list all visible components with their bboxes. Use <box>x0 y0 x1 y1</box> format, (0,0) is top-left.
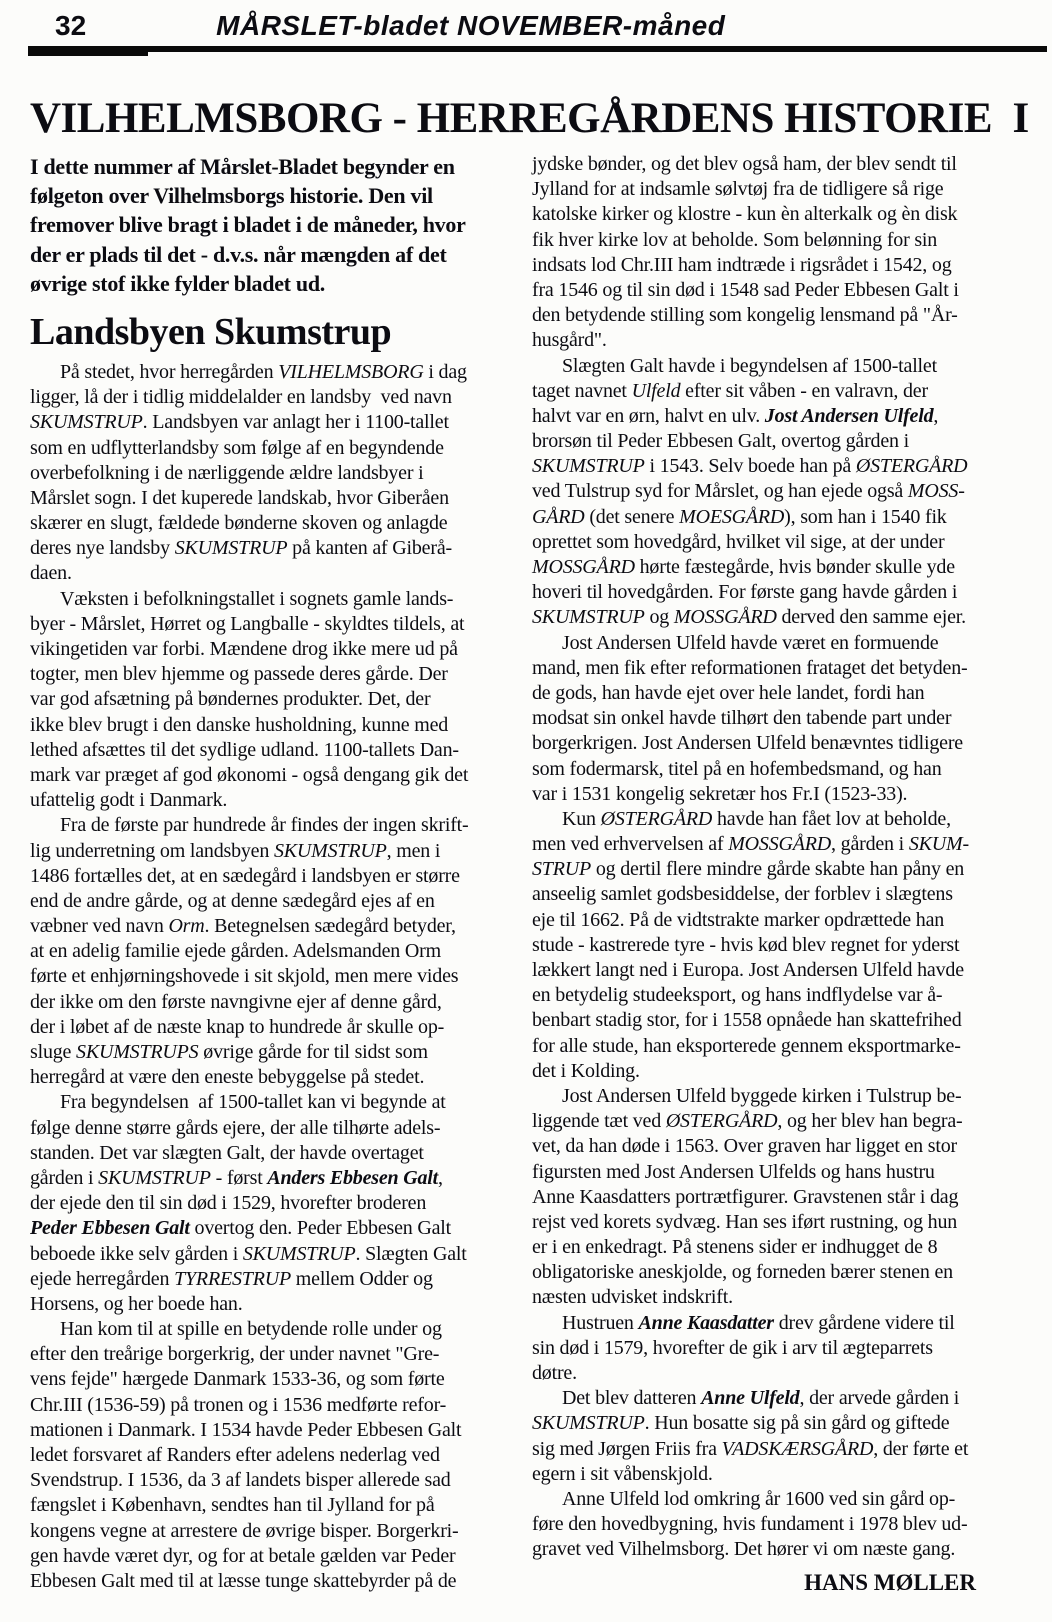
text-line: Han kom til at spille en betydende rolle under og <box>60 1318 442 1341</box>
text-line: de gods, han havde ejet over hele landet, fordi han <box>532 681 925 704</box>
italic-run: SKUMSTRUP <box>532 606 645 629</box>
text-line: Svendstrup. I 1536, da 3 af landets bisper allerede sad <box>30 1469 451 1492</box>
text-line: daen. <box>30 562 72 585</box>
italic-run: VADSKÆRSGÅRD <box>721 1437 874 1460</box>
text-line: eje til 1662. På de vidtstrakte marker opdrættede han <box>532 908 945 931</box>
text-line: end de andre gårde, og at denne sædegård ejes af en <box>30 889 435 912</box>
text-line: indsats lod Chr.III ham indtræde i rigsrådet i 1542, og <box>532 253 952 276</box>
text-line: som en udflytterlandsby som følge af en begyndende <box>30 436 444 459</box>
text-line: Fra de første par hundrede år findes der ingen skrift- <box>60 814 469 837</box>
italic-run: SKUMSTRUP <box>532 455 645 478</box>
text-line: Ebbesen Galt med til at læsse tunge skattebyrder på de <box>30 1569 457 1592</box>
text-line: mand, men fik efter reformationen frataget det betyden- <box>532 656 968 679</box>
text-line: fremover blive bragt i bladet i de måneder, hvor <box>30 212 466 238</box>
text-line: ufattelig godt i Danmark. <box>30 789 228 812</box>
bold-italic-run: Peder Ebbesen Galt <box>30 1217 190 1240</box>
text-line: Fra begyndelsen af 1500-tallet kan vi begynde at <box>60 1091 446 1114</box>
paragraph <box>30 813 506 1090</box>
left-column <box>30 152 506 1597</box>
text-line: stude - kastrerede tyre - hvis kød blev regnet for yderst <box>532 933 960 956</box>
italic-run: ØSTERGÅRD <box>855 455 968 478</box>
text-line: SKUMSTRUP. Landsbyen var anlagt her i 1100-tallet <box>30 411 449 434</box>
italic-run: STRUP <box>532 858 592 881</box>
text-line: det i Kolding. <box>532 1059 640 1082</box>
text-line: vikingetiden var forbi. Mændene drog ikke mere ud på <box>30 638 458 660</box>
text-line: liggende tæt ved ØSTERGÅRD, og her blev han begra- <box>532 1110 963 1133</box>
text-line: var i 1531 kongelig sekretær hos Fr.I (1523-33). <box>532 782 908 805</box>
text-line: vet, da han døde i 1563. Over graven har ligget en stor <box>532 1135 957 1158</box>
text-line: beboede ikke selv gården i SKUMSTRUP. Slægten Galt <box>30 1242 467 1265</box>
text-line: efter den treårige borgerkrig, der under navnet "Gre- <box>30 1343 440 1366</box>
text-line: følge denne større gårds ejere, der alle tilhørte adels- <box>30 1116 441 1139</box>
text-line: som fodermarsk, titel på en hofembedsmand, og han <box>532 757 942 780</box>
italic-run: SKUMSTRUP <box>273 839 387 862</box>
italic-run: SKUMSTRUP <box>30 411 143 434</box>
text-line: borgerkrigen. Jost Andersen Ulfeld benævntes tidligere <box>532 732 963 755</box>
text-line: vens fejde" hærgede Danmark 1533-36, og som førte <box>30 1368 445 1391</box>
text-line: gravet ved Vilhelmsborg. Det hører vi om næste gang. <box>532 1538 956 1561</box>
text-line: figursten med Jost Andersen Ulfelds og hans hustru <box>532 1160 935 1183</box>
text-line: SKUMSTRUP i 1543. Selv boede han på ØSTERGÅRD <box>532 455 968 478</box>
text-line: herregård at være den eneste bebyggelse på stedet. <box>30 1066 425 1089</box>
italic-run: Orm <box>168 915 205 938</box>
text-line: væbner ved navn Orm. Betegnelsen sædegård betyder, <box>30 915 456 938</box>
text-line: STRUP og dertil flere mindre gårde skabte han påny en <box>532 858 965 881</box>
text-line: føre den hovedbygning, hvis fundament i 1978 blev ud- <box>532 1513 968 1536</box>
text-line: gården i SKUMSTRUP - først Anders Ebbesen Galt, <box>30 1166 443 1189</box>
masthead <box>0 0 1052 42</box>
text-line: lækkert langt ned i Europa. Jost Andersen Ulfeld havde <box>532 959 964 981</box>
text-line: døtre. <box>532 1362 577 1384</box>
article-title: VILHELMSBORG - HERREGÅRDENS HISTORIE I <box>30 95 1029 142</box>
italic-run: ØSTERGÅRD <box>665 1110 778 1133</box>
italic-run: SKUM- <box>908 833 969 856</box>
text-line: en betydelig studeeksport, og hans indflydelse var å- <box>532 984 943 1007</box>
text-line: fængslet i København, sendtes han til Jylland for på <box>30 1494 435 1517</box>
text-line: sig med Jørgen Friis fra VADSKÆRSGÅRD, der førte et <box>532 1437 969 1460</box>
text-line: Jost Andersen Ulfeld byggede kirken i Tulstrup be- <box>562 1084 962 1107</box>
text-line: fra 1546 og til sin død i 1548 sad Peder Ebbesen Galt i <box>532 278 959 301</box>
italic-run: GÅRD <box>532 505 585 528</box>
text-line: øvrige stof ikke fylder bladet ud. <box>30 270 325 296</box>
text-line: halvt var en ørn, halvt en ulv. Jost Andersen Ulfeld, <box>532 404 939 427</box>
text-line: der er plads til det - d.v.s. når mængden af det <box>30 241 447 267</box>
text-line: Det blev datteren Anne Ulfeld, der arvede gården i <box>562 1387 960 1410</box>
text-line: SKUMSTRUP. Hun bosatte sig på sin gård og giftede <box>532 1412 950 1435</box>
section-heading: Landsbyen Skumstrup <box>30 310 392 353</box>
text-line: mark var præget af god økonomi - også dengang gik det <box>30 763 469 786</box>
text-line: men ved erhvervelsen af MOSSGÅRD, gården i SKUM- <box>532 833 969 856</box>
text-line: rejst ved korets sydvæg. Han ses iført rustning, og hun <box>532 1210 958 1233</box>
italic-run: SKUMSTRUP <box>174 537 288 560</box>
text-line: Jylland for at indsamle sølvtøj fra de tidligere så rige <box>532 178 944 201</box>
header-rule <box>28 46 1047 52</box>
italic-run: SKUMSTRUP <box>98 1166 211 1189</box>
text-line: deres nye landsby SKUMSTRUP på kanten af Giberå- <box>30 537 452 560</box>
text-line: gen havde været dyr, og for at betale gælden var Peder <box>30 1544 456 1567</box>
text-line: Anne Ulfeld lod omkring år 1600 ved sin gård op- <box>562 1487 956 1510</box>
text-line: oprettet som hovedgård, hvilket vil sige, at der under <box>532 530 945 553</box>
text-line: Anne Kaasdatters portrætfigurer. Gravstenen står i dag <box>532 1185 959 1208</box>
text-line: der ejede den til sin død i 1529, hvorefter broderen <box>30 1192 427 1215</box>
text-line: fik hver kirke lov at beholde. Som belønning for sin <box>532 228 938 251</box>
text-line: lig underretning om landsbyen SKUMSTRUP, men i <box>30 839 441 862</box>
text-line: var god afsætning på bøndernes produkter. Det, der <box>30 688 431 711</box>
text-line: er i en enkedragt. På stenens sider er indhugget de 8 <box>532 1236 938 1259</box>
text-line: førte et enhjørningshovede i sit skjold, men mere vides <box>30 965 459 988</box>
text-line: I dette nummer af Mårslet-Bladet begynder en <box>30 154 455 179</box>
text-line: byer - Mårslet, Hørret og Langballe - skyldtes tildels, at <box>30 612 465 635</box>
text-line: ejede herregården TYRRESTRUP mellem Odder og <box>30 1267 433 1290</box>
text-line: hoveri til hovedgården. For første gang havde gården i <box>532 581 958 604</box>
italic-run: SKUMSTRUP <box>532 1412 645 1435</box>
italic-run: MOSSGÅRD <box>532 556 635 578</box>
bold-italic-run: Anders Ebbesen Galt <box>267 1166 439 1189</box>
text-line: den betydende stilling som kongelig lensmand på "År- <box>532 304 958 327</box>
bold-italic-run: Anne Ulfeld <box>701 1387 800 1410</box>
paragraph <box>30 587 506 814</box>
paragraph <box>532 1311 1008 1387</box>
newsletter-title: MÅRSLET-bladet NOVEMBER-måned <box>216 10 726 41</box>
italic-run: MOSS- <box>907 480 965 503</box>
text-line: kongens vegne at arrestere de øvrige bisper. Borgerkri- <box>30 1519 459 1542</box>
text-line: modsat sin onkel havde tilhørt den tabende part under <box>532 707 952 730</box>
text-line: GÅRD (det senere MOESGÅRD), som han i 1540 fik <box>532 505 947 528</box>
lead-paragraph <box>30 152 506 298</box>
page-number: 32 <box>55 10 87 41</box>
text-line: Peder Ebbesen Galt overtog den. Peder Ebbesen Galt <box>30 1217 452 1240</box>
text-line: overbefolkning i de nærliggende ældre landsbyer i <box>30 461 424 484</box>
text-line: ikke blev brugt i den danske husholdning, kunne med <box>30 713 449 736</box>
text-line: Horsens, og her boede han. <box>30 1292 243 1315</box>
text-line: Væksten i befolkningstallet i sognets gamle lands- <box>60 587 454 610</box>
text-line: MOSSGÅRD hørte fæstegårde, hvis bønder skulle yde <box>532 556 955 578</box>
text-line: sin død i 1579, hvorefter de gik i arv til ægteparrets <box>532 1336 933 1359</box>
text-line: taget navnet Ulfeld efter sit våben - en valravn, der <box>532 379 928 402</box>
text-line: husgård". <box>532 329 607 352</box>
text-line: På stedet, hvor herregården VILHELMSBORG i dag <box>60 360 467 383</box>
text-line: mationen i Danmark. I 1534 havde Peder Ebbesen Galt <box>30 1418 462 1441</box>
italic-run: Ulfeld <box>631 379 681 402</box>
text-line: lethed afsættes til det sydlige udland. 1100-tallets Dan- <box>30 738 459 761</box>
paragraph <box>532 1386 1008 1487</box>
paragraph <box>532 1084 1008 1311</box>
italic-run: TYRRESTRUP <box>174 1267 291 1290</box>
text-line: obligatoriske aneskjolde, og forneden bærer stenen en <box>532 1261 953 1284</box>
italic-run: MOSSGÅRD <box>673 606 777 629</box>
text-line: ligger, lå der i tidlig middelalder en landsby ved navn <box>30 386 452 409</box>
text-line: benbart stadig stor, for i 1558 opnåede han skattefrihed <box>532 1009 962 1032</box>
text-line: egern i sit våbenskjold. <box>532 1462 713 1485</box>
paragraph <box>532 631 1008 807</box>
text-line: at en adelig familie ejede gården. Adelsmanden Orm <box>30 940 441 963</box>
text-line: Slægten Galt havde i begyndelsen af 1500-tallet <box>562 354 937 377</box>
italic-run: SKUMSTRUPS <box>76 1041 199 1063</box>
italic-run: MOESGÅRD <box>679 505 785 528</box>
text-line: katolske kirker og klostre - kun èn alterkalk og èn disk <box>532 203 958 226</box>
paragraph <box>532 152 1008 354</box>
bold-italic-run: Jost Andersen Ulfeld <box>764 404 934 427</box>
paragraph <box>30 1317 506 1594</box>
article-body <box>0 144 1052 1597</box>
text-line: brorsøn til Peder Ebbesen Galt, overtog gården i <box>532 430 909 453</box>
paragraph <box>532 354 1008 631</box>
text-line: for alle stude, han eksporterede gennem eksportmarke- <box>532 1034 961 1057</box>
text-line: Hustruen Anne Kaasdatter drev gårdene videre til <box>562 1311 955 1334</box>
paragraph <box>532 807 1008 1084</box>
text-line: togter, men blev hjemme og passede deres gårde. Der <box>30 663 448 686</box>
text-line: jydske bønder, og det blev også ham, der blev sendt til <box>532 153 957 175</box>
paragraph <box>532 1487 1008 1563</box>
italic-run: VILHELMSBORG <box>278 360 424 383</box>
paragraph <box>30 1090 506 1317</box>
text-line: SKUMSTRUP og MOSSGÅRD derved den samme ejer. <box>532 606 966 629</box>
text-line: standen. Det var slægten Galt, der havde overtaget <box>30 1141 424 1164</box>
text-line: Mårslet sogn. I det kuperede landskab, hvor Giberåen <box>30 486 449 509</box>
text-line: ved Tulstrup syd for Mårslet, og han ejede også MOSS- <box>532 480 965 503</box>
text-line: næsten udvisket indskrift. <box>532 1286 733 1309</box>
italic-run: ØSTERGÅRD <box>600 807 713 830</box>
italic-run: MOSSGÅRD <box>728 833 832 856</box>
text-line: ledet forsvaret af Randers efter adelens nederlag ved <box>30 1444 440 1466</box>
text-line: der i løbet af de næste knap to hundrede år skulle op- <box>30 1015 445 1038</box>
text-line: sluge SKUMSTRUPS øvrige gårde for til sidst som <box>30 1041 428 1063</box>
paragraph <box>30 360 506 587</box>
text-line: anseelig samlet godsbesiddelse, der forblev i slægtens <box>532 883 953 906</box>
text-line: følgeton over Vilhelmsborgs historie. Den vil <box>30 183 433 209</box>
right-column <box>532 152 1008 1597</box>
byline: HANS MØLLER <box>804 1569 976 1595</box>
text-line: 1486 fortælles det, at en sædegård i landsbyen er større <box>30 864 460 887</box>
text-line: der ikke om den første navngivne ejer af denne gård, <box>30 990 442 1013</box>
bold-italic-run: Anne Kaasdatter <box>638 1311 774 1334</box>
italic-run: SKUMSTRUP <box>242 1242 356 1265</box>
text-line: skærer en slugt, fældede bønderne skoven og anlagde <box>30 512 448 535</box>
text-line: Jost Andersen Ulfeld havde været en formuende <box>562 631 939 654</box>
text-line: Kun ØSTERGÅRD havde han fået lov at beholde, <box>562 807 951 830</box>
text-line: Chr.III (1536-59) på tronen og i 1536 medførte refor- <box>30 1393 447 1416</box>
